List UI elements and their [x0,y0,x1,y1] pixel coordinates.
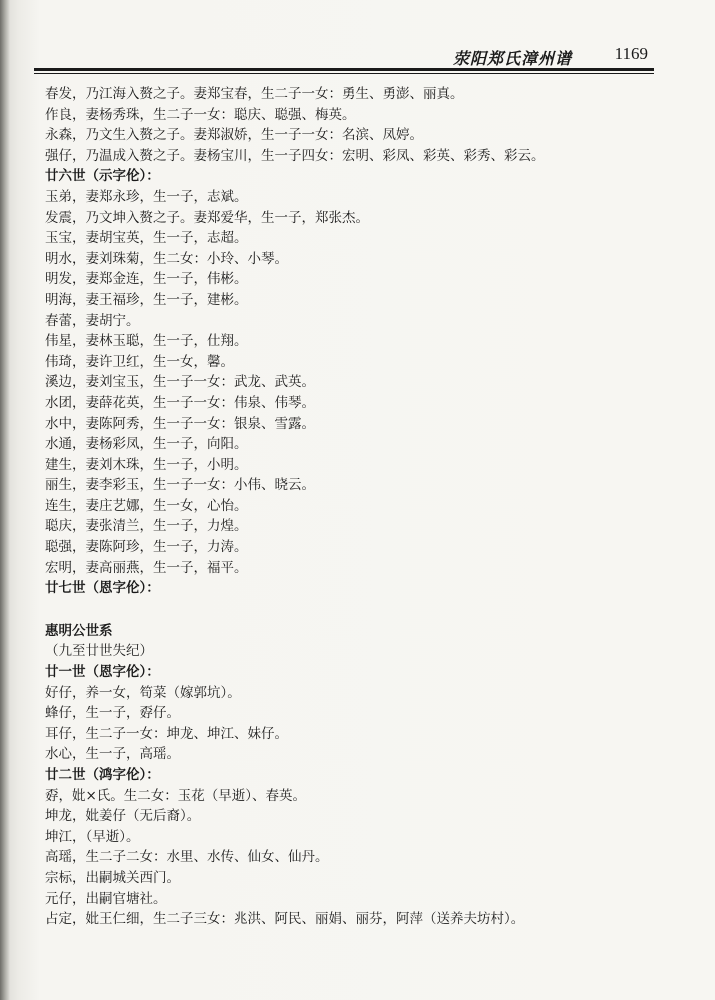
entry-line: 水中，妻陈阿秀，生一子一女：银泉、雪露。 [45,415,315,432]
entry-line: 水通，妻杨彩凤，生一子，向阳。 [45,436,248,453]
entry-line: 明发，妻郑金连，生一子，伟彬。 [45,271,248,288]
section-title: 惠明公世系 [45,622,113,639]
section-note: （九至廿世失纪） [45,643,153,660]
entry-line: 高瑶，生二子二女：水里、水传、仙女、仙丹。 [45,849,329,866]
generation-heading-21: 廿一世（恩字伦）： [45,664,160,681]
entry-line: 宗标，出嗣城关西门。 [45,869,180,886]
entry-line: 发震，乃文坤入赘之子。妻郑爱华，生一子，郑张杰。 [45,209,369,226]
spine-shadow [0,0,10,1000]
entry-line: 玉弟，妻郑永珍，生一子，志斌。 [45,188,248,205]
entry-line: 溪边，妻刘宝玉，生一子一女：武龙、武英。 [45,374,315,391]
entry-line: 作良，妻杨秀珠，生二子一女：聪庆、聪强、梅英。 [45,106,356,123]
entry-line: 坤龙，妣姜仔（无后裔）。 [45,808,201,825]
entry-line: 蜂仔，生一子，孬仔。 [45,705,180,722]
header-rule-thick [34,68,654,71]
entry-line: 宏明，妻高丽燕，生一子，福平。 [45,559,248,576]
generation-heading-26: 廿六世（示字伦）： [45,168,160,185]
entry-line: 伟星，妻林玉聪，生一子，仕翔。 [45,333,248,350]
entry-line: 坤江，（早逝）。 [45,828,140,845]
entry-line: 永森，乃文生入赘之子。妻郑淑娇，生一子一女：名滨、凤婷。 [45,127,423,144]
entry-line: 强仔，乃温成入赘之子。妻杨宝川，生一子四女：宏明、彩凤、彩英、彩秀、彩云。 [45,147,545,164]
entry-line: 水心，生一子，高瑶。 [45,746,180,763]
entry-line: 春发，乃江海入赘之子。妻郑宝春，生二子一女：勇生、勇澎、丽真。 [45,86,464,102]
entry-line: 伟琦，妻许卫红，生一女，馨。 [45,353,234,370]
entry-line: 水团，妻薛花英，生一子一女：伟泉、伟琴。 [45,394,315,411]
section-gap [45,599,645,621]
generation-heading-22: 廿二世（鸿字伦）： [45,767,160,783]
running-header [34,42,654,66]
entry-line: 好仔，养一女，笱菜（嫁郭坑）。 [45,684,241,701]
header-rule-thin [34,73,654,74]
entry-line: 建生，妻刘木珠，生一子，小明。 [45,456,248,473]
entry-line: 春蕾，妻胡宁。 [45,312,140,329]
entry-line: 孬，妣×氏。生二女：玉花（早逝）、春英。 [45,787,307,804]
entry-line: 连生，妻庄艺娜，生一女，心怡。 [45,497,248,514]
header-title: 荥阳郑氏漳州谱 [452,49,572,68]
entry-line: 丽生，妻李彩玉，生一子一女：小伟、晓云。 [45,477,315,494]
page-body [45,84,645,930]
entry-line: 占定，妣王仁细，生二子三女：兆洪、阿民、丽娟、丽芬，阿萍（送养夫坊村）。 [45,911,525,928]
entry-line: 聪庆，妻张清兰，生一子，力煌。 [45,518,248,535]
page-number: 1169 [614,44,648,63]
entry-line: 玉宝，妻胡宝英，生一子，志超。 [45,230,248,247]
entry-line: 明水，妻刘珠菊，生二女：小玲、小琴。 [45,250,288,267]
entry-line: 明海，妻王福珍，生一子，建彬。 [45,291,248,308]
generation-heading-27: 廿七世（恩字伦）： [45,580,160,597]
entry-line: 聪强，妻陈阿珍，生一子，力涛。 [45,539,248,556]
entry-line: 元仔，出嗣官塘社。 [45,890,167,907]
entry-line: 耳仔，生二子一女：坤龙、坤江、妹仔。 [45,725,288,742]
